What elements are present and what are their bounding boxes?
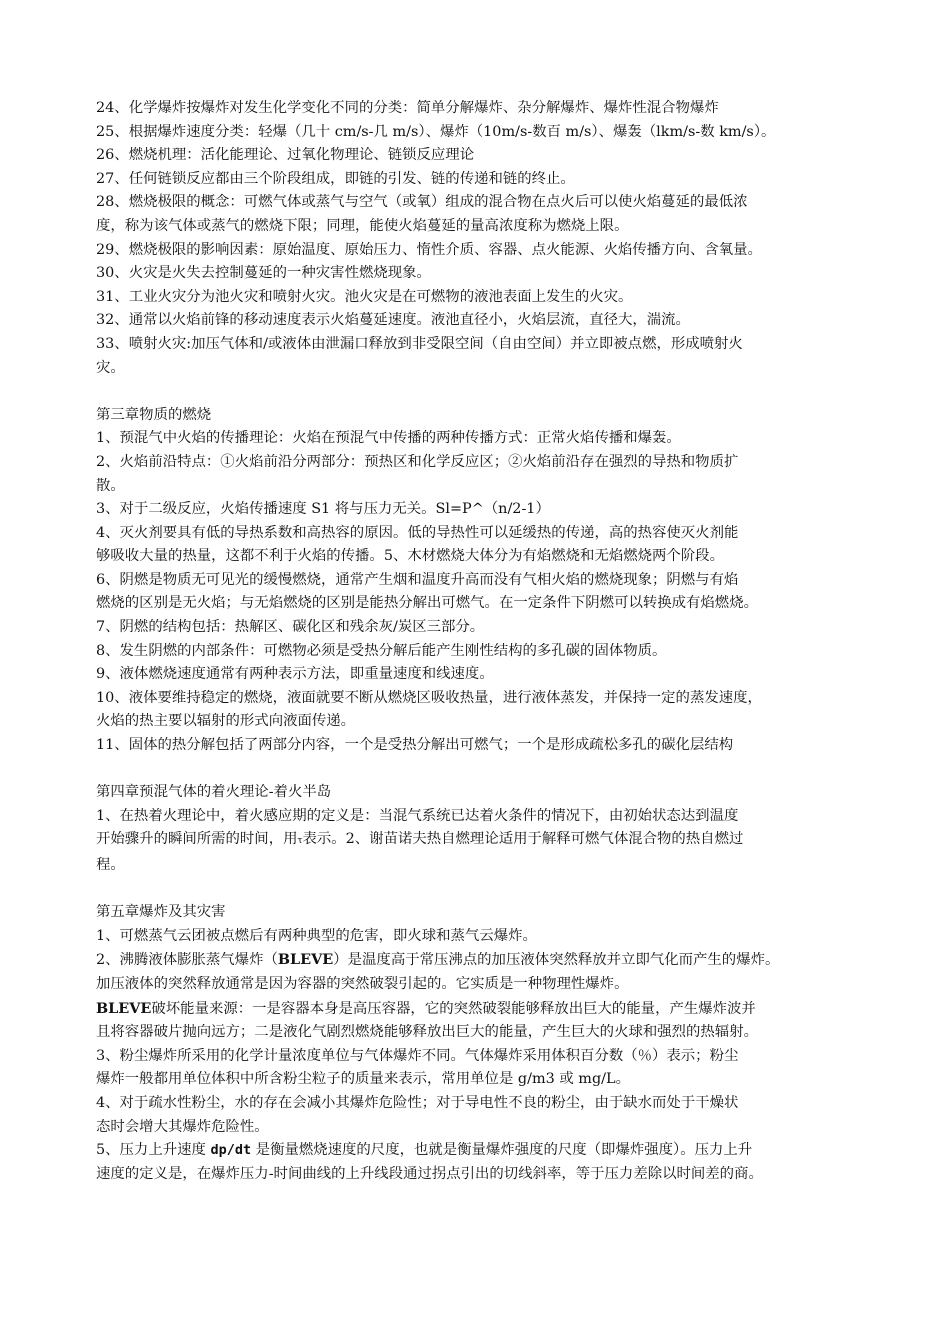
text-line: 32、通常以火焰前锋的移动速度表示火焰蔓延速度。液池直径小，火焰层流，直径大，湍流。 xyxy=(96,312,690,329)
tau-symbol: τ xyxy=(297,836,303,847)
text-line: 29、燃烧极限的影响因素：原始温度、原始压力、惰性介质、容器、点火能源、火焰传播方向、含氧量。 xyxy=(96,241,762,258)
text-line: 爆炸一般都用单位体积中所含粉尘粒子的质量来表示，常用单位是 g/m3 或 mg/L。 xyxy=(96,1071,630,1088)
bleve-term: BLEVE xyxy=(277,951,334,969)
text-line: 度，称为该气体或蒸气的燃烧下限；同理，能使火焰蔓延的量高浓度称为燃烧上限。 xyxy=(96,217,629,234)
blank-line xyxy=(96,878,886,902)
text-line: 火焰的热主要以辐射的形式向液面传递。 xyxy=(96,713,356,730)
text-line: 7、阴燃的结构包括：热解区、碳化区和残余灰/炭区三部分。 xyxy=(96,619,485,636)
text-line: 6、阴燃是物质无可见光的缓慢燃烧，通常产生烟和温度升高而没有气相火焰的燃烧现象；阴燃与有焰 xyxy=(96,571,739,588)
text-line: 33、喷射火灾:加压气体和/或液体由泄漏口释放到非受限空间（自由空间）并立即被点燃，形成喷射火 xyxy=(96,335,743,352)
document-body xyxy=(96,97,886,1186)
text-line: 2、火焰前沿特点：①火焰前沿分两部分：预热区和化学反应区；②火焰前沿存在强烈的导热和物质扩 xyxy=(96,453,739,470)
text-line: 9、液体燃烧速度通常有两种表示方法，即重量速度和线速度。 xyxy=(96,666,494,683)
text-line: 31、工业火灾分为池火灾和喷射火灾。池火灾是在可燃物的液池表面上发生的火灾。 xyxy=(96,288,633,305)
text-line: 程。 xyxy=(96,857,125,873)
text-line: 28、燃烧极限的概念：可燃气体或蒸气与空气（或氧）组成的混合物在点火后可以使火焰蔓延的最低浓 xyxy=(96,194,748,211)
chapter-heading: 第五章爆炸及其灾害 xyxy=(96,904,226,921)
text-span: 开始骤升的瞬间所需的时间，用 xyxy=(96,831,298,848)
text-line: 散。 xyxy=(96,477,125,494)
text-line: 8、发生阴燃的内部条件：可燃物必须是受热分解后能产生刚性结构的多孔碳的固体物质。 xyxy=(96,642,667,659)
dpdt-term: dp/dt xyxy=(210,1142,252,1159)
chapter-heading: 第三章物质的燃烧 xyxy=(96,406,212,423)
text-line: 27、任何链锁反应都由三个阶段组成，即链的引发、链的传递和链的终止。 xyxy=(96,170,575,187)
text-line xyxy=(96,828,886,854)
text-line: 燃烧的区别是无火焰；与无焰燃烧的区别是能热分解出可燃气。在一定条件下阴燃可以转换成有焰燃烧。 xyxy=(96,595,758,612)
text-line: 30、火灾是火失去控制蔓延的一种灾害性燃烧现象。 xyxy=(96,265,431,282)
text-span: 是衡量燃烧速度的尺度，也就是衡量爆炸强度的尺度（即爆炸强度）。压力上升 xyxy=(251,1142,753,1159)
text-span: 5、压力上升速度 xyxy=(96,1142,211,1159)
text-span: ）是温度高于常压沸点的加压液体突然释放并立即气化而产生的爆炸。 xyxy=(333,952,780,969)
text-line: 且将容器破片抛向远方；二是液化气剧烈燃烧能够释放出巨大的能量，产生巨大的火球和强烈的热辐射。 xyxy=(96,1024,758,1041)
blank-line xyxy=(96,758,886,782)
text-line: 速度的定义是，在爆炸压力-时间曲线的上升线段通过拐点引出的切线斜率，等于压力差除以时间差的商。 xyxy=(96,1165,763,1182)
text-line xyxy=(96,1139,886,1163)
text-line: 11、固体的热分解包括了两部分内容，一个是受热分解出可燃气；一个是形成疏松多孔的碳化层结构 xyxy=(96,737,734,754)
text-line: 3、粉尘爆炸所采用的化学计量浓度单位与气体爆炸不同。气体爆炸采用体积百分数（％）表示；粉尘 xyxy=(96,1047,739,1064)
text-line: 4、对于疏水性粉尘，水的存在会减小其爆炸危险性；对于导电性不良的粉尘，由于缺水而处于干燥状 xyxy=(96,1094,739,1111)
text-line: 25、根据爆炸速度分类：轻爆（几十 cm/s-几 m/s）、爆炸（10m/s-数百 m/s）、爆轰（lkm/s-数 km/s）。 xyxy=(96,123,776,140)
text-line: 态时会增大其爆炸危险性。 xyxy=(96,1118,269,1135)
text-line: 4、灭火剂要具有低的导热系数和高热容的原因。低的导热性可以延缓热的传递，高的热容使灭火剂能 xyxy=(96,524,739,541)
text-line: 1、预混气中火焰的传播理论：火焰在预混气中传播的两种传播方式：正常火焰传播和爆轰。 xyxy=(96,430,681,447)
text-line xyxy=(96,948,886,973)
text-span: 破坏能量来源：一是容器本身是高压容器，它的突然破裂能够释放出巨大的能量，产生爆炸波并 xyxy=(151,1000,756,1017)
text-line: 24、化学爆炸按爆炸对发生化学变化不同的分类：简单分解爆炸、杂分解爆炸、爆炸性混合物爆炸 xyxy=(96,100,719,116)
text-line: 10、液体要维持稳定的燃烧，液面就要不断从燃烧区吸收热量，进行液体蒸发，并保持一定的蒸发速度， xyxy=(96,689,762,706)
text-line: 1、可燃蒸气云团被点燃后有两种典型的危害，即火球和蒸气云爆炸。 xyxy=(96,927,537,944)
text-line: 26、燃烧机理：活化能理论、过氧化物理论、链锁反应理论 xyxy=(96,147,475,164)
chapter-heading: 第四章预混气体的着火理论-着火半岛 xyxy=(96,784,332,801)
text-line: 够吸收大量的热量，这都不利于火焰的传播。5、木材燃烧大体分为有焰燃烧和无焰燃烧两个阶段。 xyxy=(96,548,724,565)
text-line xyxy=(96,997,886,1022)
text-line: 1、在热着火理论中，着火感应期的定义是：当混气系统已达着火条件的情况下，由初始状态达到温度 xyxy=(96,807,739,824)
text-span: 2、沸腾液体膨胀蒸气爆炸（ xyxy=(96,952,278,969)
text-line: 灾。 xyxy=(96,359,125,376)
blank-line xyxy=(96,380,886,404)
text-line: 加压液体的突然释放通常是因为容器的突然破裂引起的。它实质是一种物理性爆炸。 xyxy=(96,975,629,992)
text-span: 表示。2、谢苗诺夫热自燃理论适用于解释可燃气体混合物的热自燃过 xyxy=(302,831,744,848)
bleve-term: BLEVE xyxy=(96,999,152,1017)
text-line: 3、对于二级反应，火焰传播速度 S1 将与压力无关。Sl=P^（n/2-1） xyxy=(96,501,550,518)
